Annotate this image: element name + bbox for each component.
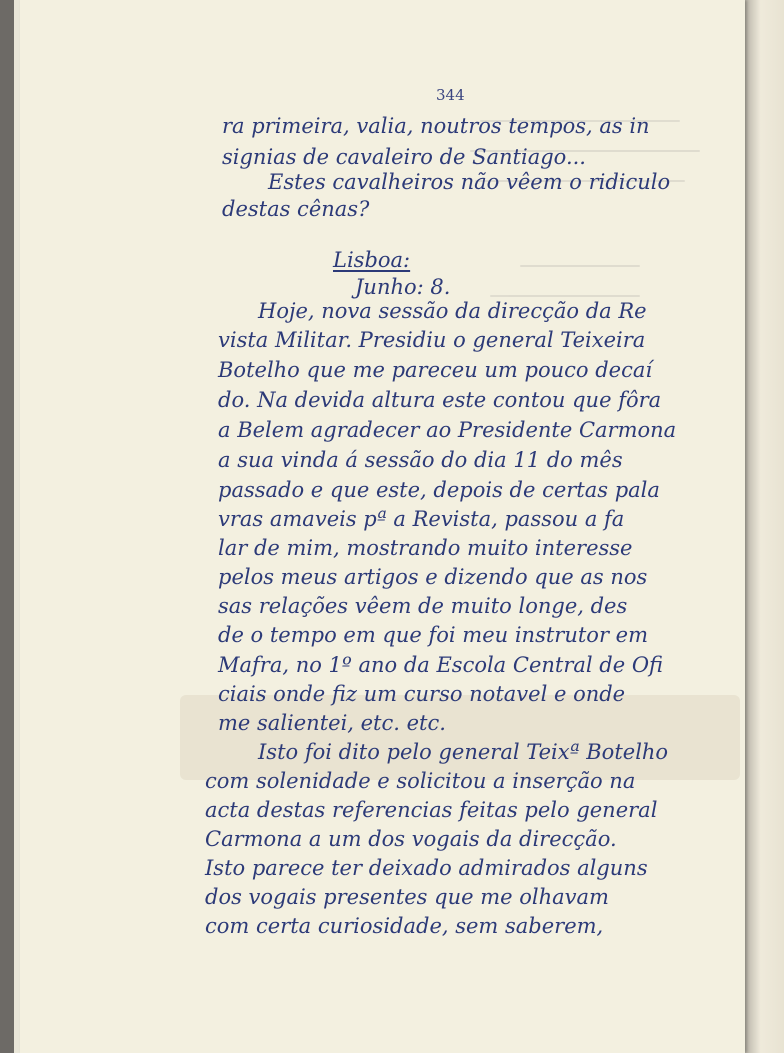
text-line: Mafra, no 1º ano da Escola Central de Ofi [218, 653, 664, 677]
text-line: vista Militar. Presidiu o general Teixeira [218, 328, 646, 352]
text-line: Hoje, nova sessão da direcção da Re [258, 299, 647, 323]
page-number: 344 [436, 86, 465, 104]
text-line: a sua vinda á sessão do dia 11 do mês [218, 448, 623, 472]
place-heading: Lisboa: [333, 248, 411, 272]
text-line: Estes cavalheiros não vêem o ridiculo [268, 170, 671, 194]
text-line: passado e que este, depois de certas pala [218, 478, 660, 502]
date-heading: Junho: 8. [355, 275, 451, 299]
text-line: me salientei, etc. etc. [218, 711, 446, 735]
text-line: Botelho que me pareceu um pouco decaí [218, 358, 653, 382]
text-line: do. Na devida altura este contou que fôra [218, 388, 662, 412]
text-line: pelos meus artigos e dizendo que as nos [218, 565, 648, 589]
text-line: ra primeira, valia, noutros tempos, as in [222, 114, 650, 138]
text-line: a Belem agradecer ao Presidente Carmona [218, 418, 677, 442]
text-line: com solenidade e solicitou a inserção na [205, 769, 636, 793]
text-line: destas cênas? [222, 197, 370, 221]
text-line: ciais onde fiz um curso notavel e onde [218, 682, 626, 706]
text-line: dos vogais presentes que me olhavam [205, 885, 609, 909]
text-line: sas relações vêem de muito longe, des [218, 594, 628, 618]
text-line: com certa curiosidade, sem saberem, [205, 914, 604, 938]
paper-stain [180, 695, 740, 780]
text-line: Isto foi dito pelo general Teixª Botelho [258, 740, 669, 764]
text-line: lar de mim, mostrando muito interesse [218, 536, 633, 560]
text-line: Carmona a um dos vogais da direcção. [205, 827, 617, 851]
text-line: signias de cavaleiro de Santiago... [222, 145, 586, 169]
text-line: vras amaveis pª a Revista, passou a fa [218, 507, 625, 531]
text-line: Isto parece ter deixado admirados alguns [205, 856, 648, 880]
text-line: acta destas referencias feitas pelo general [205, 798, 658, 822]
text-line: de o tempo em que foi meu instrutor em [218, 623, 648, 647]
page-edge-shadow [745, 0, 784, 1053]
